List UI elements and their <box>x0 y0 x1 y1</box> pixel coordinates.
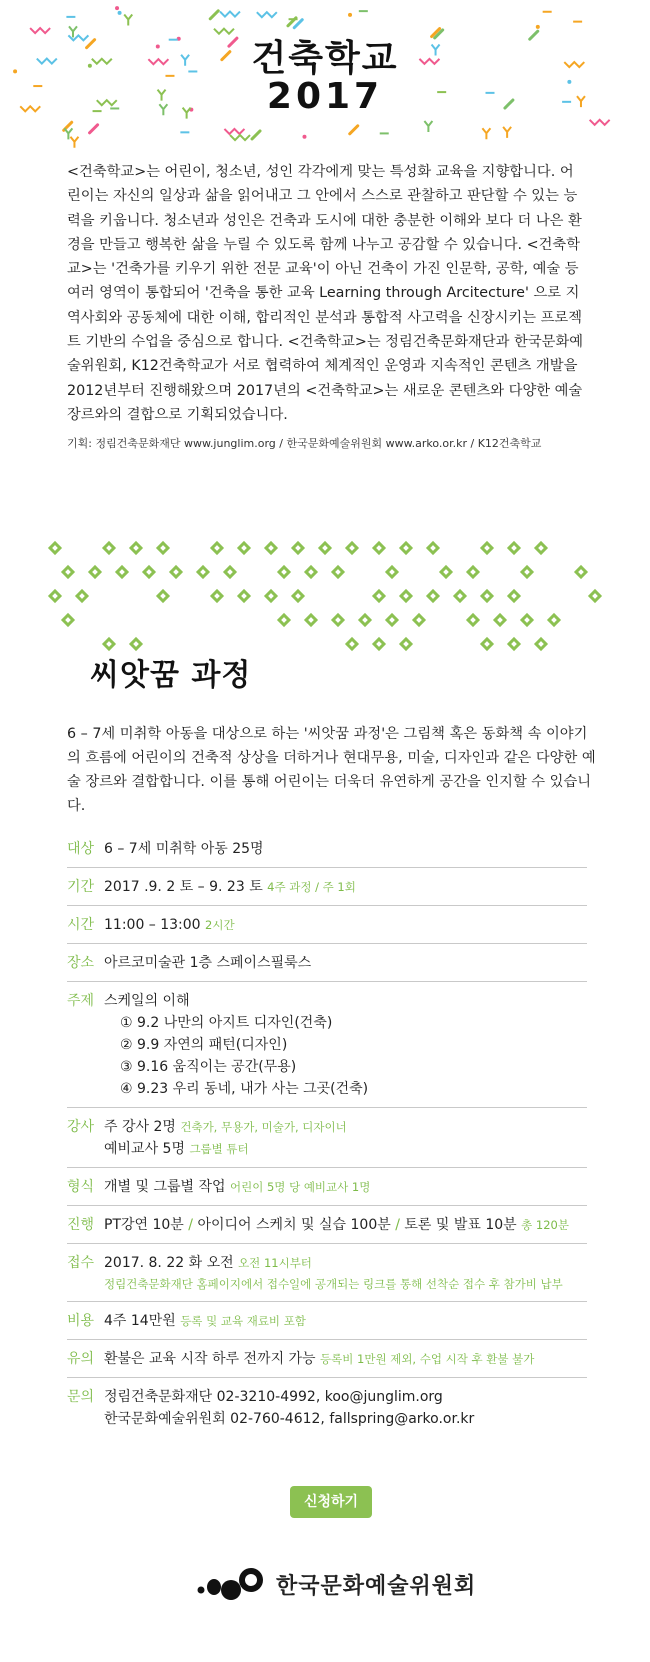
confetti-mark <box>257 12 277 17</box>
confetti-mark <box>124 15 132 26</box>
diamond-mark <box>534 541 548 555</box>
diamond-mark <box>156 541 170 555</box>
confetti-mark <box>252 131 260 139</box>
diamond-mark <box>520 565 534 579</box>
diamond-mark <box>426 589 440 603</box>
diamond-mark <box>520 613 534 627</box>
info-table <box>67 830 587 1437</box>
diamond-mark <box>304 613 318 627</box>
confetti-mark <box>210 11 218 19</box>
teacher-pre-note: 그룹별 튜터 <box>189 1142 249 1156</box>
confetti-mark <box>482 128 490 139</box>
apply-sub: 정림건축문화재단 홈페이지에서 접수일에 공개되는 링크를 통해 선착순 접수 후 참가비 납부 <box>104 1277 563 1291</box>
info-row-period <box>67 868 587 906</box>
diamond-mark <box>129 637 143 651</box>
info-key: 주제 <box>67 993 95 1009</box>
title-line-2: 2017 <box>266 76 384 117</box>
diamond-mark <box>345 637 359 651</box>
diamond-mark <box>210 541 224 555</box>
info-row-cost <box>67 1302 587 1340</box>
diamond-mark <box>547 613 561 627</box>
info-row-target <box>67 830 587 868</box>
diamond-mark <box>304 565 318 579</box>
diamond-mark <box>507 589 521 603</box>
info-value <box>104 914 587 936</box>
info-row-caution <box>67 1340 587 1378</box>
info-row-time <box>67 906 587 944</box>
confetti-mark <box>350 126 358 134</box>
diamond-mark <box>75 589 89 603</box>
diamond-mark <box>237 541 251 555</box>
diamond-mark <box>453 589 467 603</box>
title-line-1: 건축학교 <box>251 38 399 79</box>
teacher-main: 주 강사 2명 <box>104 1119 176 1135</box>
arko-logo-text: 한국문화예술위원회 <box>276 1573 477 1599</box>
diamond-mark <box>574 565 588 579</box>
progress-separator: / <box>395 1217 400 1233</box>
info-value <box>104 1176 587 1198</box>
diamond-mark <box>426 541 440 555</box>
info-key: 비용 <box>67 1313 95 1329</box>
diamond-mark <box>196 565 210 579</box>
diamond-mark <box>331 565 345 579</box>
diamond-mark <box>318 541 332 555</box>
confetti-mark <box>590 120 610 125</box>
info-key: 유의 <box>67 1351 95 1367</box>
diamond-mark <box>480 637 494 651</box>
confetti-mark <box>90 125 98 133</box>
diamond-mark <box>493 613 507 627</box>
topic-item: ① 9.2 나만의 아지트 디자인(건축) <box>120 1015 333 1031</box>
description-text: 6 – 7세 미취학 아동을 대상으로 하는 '씨앗꿈 과정'은 그림책 혹은 동화책 속 이야기의 흐름에 어린이의 건축적 상상을 더하거나 현대무용, 미술, 디자인과 같은 다양한 예술 장르와 결합합니다. 이를 통해 어린이는 더욱더 유연하게 공간을 인지할 수 있습니다. <box>67 726 596 814</box>
info-key: 형식 <box>67 1179 95 1195</box>
cost-value: 4주 14만원 <box>104 1313 176 1329</box>
caution-value: 환불은 교육 시작 하루 전까지 가능 <box>104 1351 316 1367</box>
period-value: 2017 .9. 2 토 – 9. 23 토 <box>104 879 263 895</box>
info-key: 기간 <box>67 879 95 895</box>
diamond-mark <box>264 541 278 555</box>
section-description <box>67 722 597 818</box>
diamond-mark <box>480 541 494 555</box>
info-value <box>104 1252 587 1294</box>
info-key: 강사 <box>67 1119 95 1135</box>
diamond-mark <box>156 589 170 603</box>
caution-note: 등록비 1만원 제외, 수업 시작 후 환불 불가 <box>320 1352 535 1366</box>
diamond-mark <box>480 589 494 603</box>
info-row-progress <box>67 1206 587 1244</box>
diamond-mark <box>291 589 305 603</box>
info-value <box>104 990 587 1100</box>
info-row-format <box>67 1168 587 1206</box>
progress-b: 아이디어 스케치 및 실습 100분 <box>197 1217 391 1233</box>
diamond-mark <box>466 613 480 627</box>
topic-item: ④ 9.23 우리 동네, 내가 사는 그곳(건축) <box>120 1081 369 1097</box>
progress-note: 총 120분 <box>521 1218 569 1232</box>
diamond-mark <box>237 589 251 603</box>
diamond-mark <box>507 637 521 651</box>
info-row-topic <box>67 982 587 1108</box>
diamond-mark <box>210 589 224 603</box>
info-value <box>104 1348 587 1370</box>
contact-2: 한국문화예술위원회 02-760-4612, fallspring@arko.or.kr <box>104 1411 475 1427</box>
diamond-mark <box>291 541 305 555</box>
info-value: 6 – 7세 미취학 아동 25명 <box>104 841 264 857</box>
diamond-mark <box>142 565 156 579</box>
format-value: 개별 및 그룹별 작업 <box>104 1179 226 1195</box>
diamond-pattern-decoration <box>0 540 650 665</box>
confetti-mark <box>230 135 250 140</box>
diamond-mark <box>412 613 426 627</box>
arko-logo-icon <box>196 1567 266 1601</box>
diamond-mark <box>277 565 291 579</box>
teacher-pre: 예비교사 5명 <box>104 1141 185 1157</box>
section-title: 씨앗꿈 과정 <box>90 658 252 693</box>
info-row-contact <box>67 1378 587 1437</box>
diamond-mark <box>345 541 359 555</box>
info-value <box>104 1214 587 1236</box>
diamond-mark <box>372 541 386 555</box>
intro-paragraph: <건축학교>는 어린이, 청소년, 성인 각각에게 맞는 특성화 교육을 지향합니다. 어린이는 자신의 일상과 삶을 읽어내고 그 안에서 스스로 관찰하고 판단할 수 있는 능력을 키웁니다. 청소년과 성인은 건축과 도시에 대한 충분한 이해와 보다 더 나은 환경을 만들고 행복한 삶을 누릴 수 있도록 함께 나누고 공감할 수 있습니다. <건축학교>는 '건축가를 키우기 위한 전문 교육'이 아닌 건축이 가진 인문학, 공학, 예술 등 여러 영역이 통합되어 '건축을 통한 교육 Learning through Arcitecture' 으로 지역사회와 공동체에 대한 이해, 합리적인 분석과 통합적 사고력을 신장시키는 프로젝트 기반의 수업을 중심으로 합니다. <건축학교>는 정림건축문화재단과 한국문화예술위원회, K12건축학교가 서로 협력하여 체계적인 운영과 지속적인 콘텐츠 개발을 2012년부터 진행해왔으며 2017년의 <건축학교>는 새로운 콘텐츠와 다양한 예술 장르와의 결합으로 기획되었습니다. <box>67 164 584 423</box>
diamond-mark <box>358 613 372 627</box>
diamond-mark <box>399 637 413 651</box>
apply-button[interactable]: 신청하기 <box>290 1486 372 1518</box>
diamond-mark <box>48 589 62 603</box>
format-note: 어린이 5명 당 예비교사 1명 <box>230 1180 371 1194</box>
confetti-mark <box>424 121 432 132</box>
info-value <box>104 1386 587 1430</box>
info-row-teacher <box>67 1108 587 1168</box>
credit-line: 기획: 정림건축문화재단 www.junglim.org / 한국문화예술위원회 www.arko.or.kr / K12건축학교 <box>67 437 542 450</box>
info-value: 아르코미술관 1층 스페이스필룩스 <box>104 955 312 971</box>
diamond-mark <box>88 565 102 579</box>
diamond-mark <box>331 613 345 627</box>
diamond-mark <box>385 565 399 579</box>
teacher-main-note: 건축가, 무용가, 미술가, 디자이너 <box>180 1120 347 1134</box>
time-note: 2시간 <box>205 918 235 932</box>
info-key: 대상 <box>67 841 95 857</box>
apply-value: 2017. 8. 22 화 오전 <box>104 1255 234 1271</box>
info-key: 장소 <box>67 955 95 971</box>
diamond-mark <box>399 589 413 603</box>
diamond-mark <box>169 565 183 579</box>
arko-logo[interactable] <box>196 1564 476 1604</box>
info-key: 시간 <box>67 917 95 933</box>
diamond-mark <box>466 565 480 579</box>
period-note: 4주 과정 / 주 1회 <box>267 880 356 894</box>
intro-text <box>67 160 587 427</box>
cost-note: 등록 및 교육 재료비 포함 <box>180 1314 306 1328</box>
info-key: 문의 <box>67 1389 95 1405</box>
topic-intro: 스케일의 이해 <box>104 993 190 1009</box>
confetti-mark <box>348 13 352 17</box>
confetti-mark <box>115 6 119 10</box>
confetti-mark <box>536 25 540 29</box>
diamond-mark <box>61 613 75 627</box>
info-value <box>104 1310 587 1332</box>
contact-1: 정림건축문화재단 02-3210-4992, koo@junglim.org <box>104 1389 443 1405</box>
diamond-mark <box>439 565 453 579</box>
info-key: 진행 <box>67 1217 95 1233</box>
diamond-mark <box>48 541 62 555</box>
diamond-mark <box>277 613 291 627</box>
diamond-mark <box>507 541 521 555</box>
confetti-mark <box>294 20 302 28</box>
diamond-mark <box>129 541 143 555</box>
info-row-apply <box>67 1244 587 1302</box>
topic-item: ② 9.9 자연의 패턴(디자인) <box>120 1037 288 1053</box>
progress-c: 토론 및 발표 10분 <box>404 1217 517 1233</box>
diamond-mark <box>588 589 602 603</box>
confetti-mark <box>302 135 306 139</box>
confetti-mark <box>224 129 244 134</box>
topic-item: ③ 9.16 움직이는 공간(무용) <box>120 1059 297 1075</box>
diamond-mark <box>102 637 116 651</box>
diamond-mark <box>223 565 237 579</box>
diamond-mark <box>372 589 386 603</box>
info-value <box>104 876 587 898</box>
info-key: 접수 <box>67 1255 95 1271</box>
progress-a: PT강연 10분 <box>104 1217 184 1233</box>
diamond-mark <box>102 541 116 555</box>
diamond-mark <box>264 589 278 603</box>
diamond-mark <box>534 637 548 651</box>
info-value <box>104 1116 587 1160</box>
confetti-mark <box>70 137 78 148</box>
time-value: 11:00 – 13:00 <box>104 917 201 933</box>
confetti-mark <box>503 127 511 138</box>
diamond-mark <box>372 637 386 651</box>
diamond-mark <box>61 565 75 579</box>
apply-note: 오전 11시부터 <box>238 1256 312 1270</box>
diamond-mark <box>115 565 129 579</box>
diamond-mark <box>385 613 399 627</box>
confetti-mark <box>118 11 122 15</box>
diamond-mark <box>399 541 413 555</box>
info-row-place <box>67 944 587 982</box>
progress-separator: / <box>188 1217 194 1233</box>
confetti-mark <box>220 12 240 17</box>
